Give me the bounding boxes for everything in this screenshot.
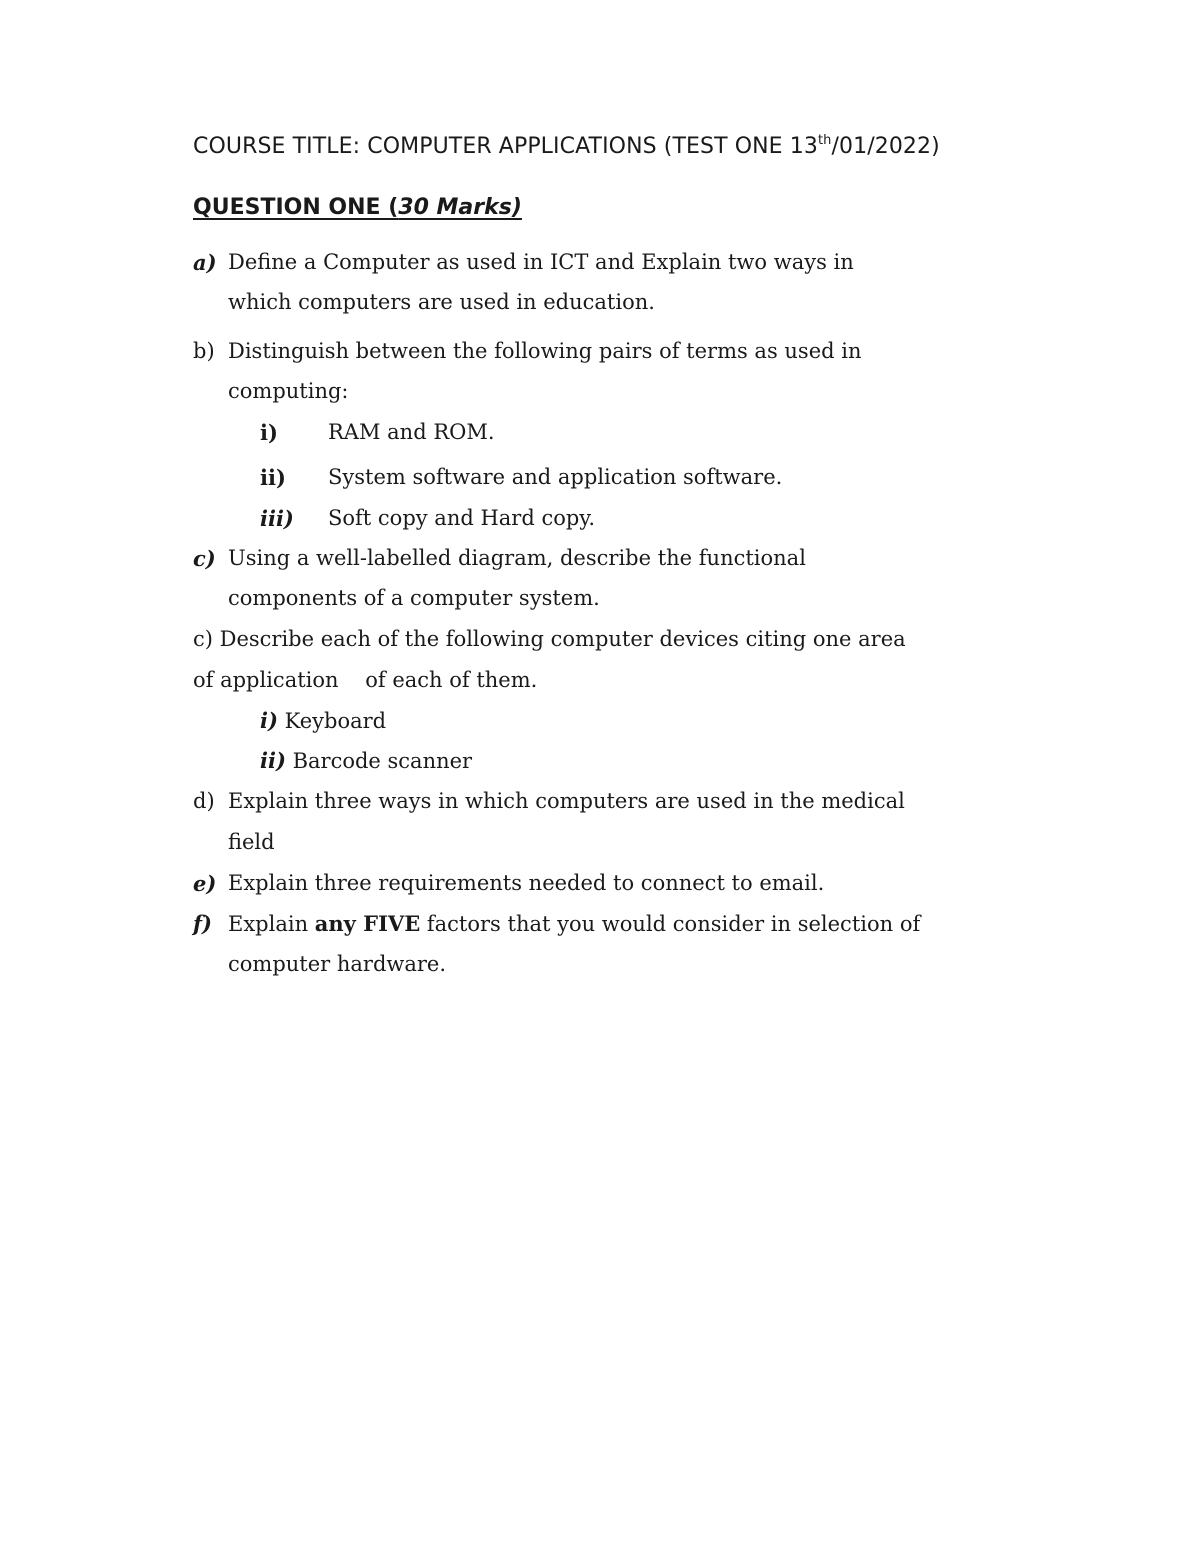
item-c1-line1: Using a well-labelled diagram, describe the functional	[228, 546, 806, 570]
item-a-label: a)	[193, 250, 217, 275]
item-c2-sub1-label: i)	[260, 708, 278, 733]
course-title-date-suffix: /01/2022)	[831, 134, 940, 159]
item-c1-label: c)	[193, 546, 216, 571]
course-title-superscript: th	[817, 133, 832, 148]
item-a-line1: Define a Computer as used in ICT and Explain two ways in	[228, 250, 854, 274]
item-f-line2: computer hardware.	[228, 952, 447, 976]
item-e-line1: Explain three requirements needed to connect to email.	[228, 871, 825, 895]
item-c1-line2: components of a computer system.	[228, 586, 600, 610]
item-c2-sub1-text: Keyboard	[277, 709, 387, 733]
item-f-label: f)	[193, 911, 212, 936]
item-b-line2: computing:	[228, 379, 349, 403]
item-b-sub1-label: i)	[260, 420, 278, 445]
item-b-sub2-label: ii)	[260, 465, 286, 490]
item-b-label: b)	[193, 339, 215, 363]
course-title	[193, 133, 940, 159]
item-b-sub3-text: Soft copy and Hard copy.	[328, 506, 596, 530]
item-f-line1	[228, 913, 920, 935]
question-marks: 30 Marks)	[398, 195, 522, 220]
item-b-sub2-text: System software and application software.	[328, 465, 783, 489]
item-f-line1-bold: any FIVE	[314, 911, 421, 936]
item-f-line1-prefix: Explain	[228, 912, 315, 936]
item-a-line2: which computers are used in education.	[228, 290, 655, 314]
item-c2-sub2	[260, 750, 472, 772]
item-c2-sub2-label: ii)	[260, 748, 286, 773]
item-d-label: d)	[193, 789, 215, 813]
item-b-sub3-label: iii)	[260, 506, 294, 531]
question-heading	[193, 197, 522, 219]
item-b-line1: Distinguish between the following pairs of terms as used in	[228, 339, 862, 363]
item-e-label: e)	[193, 871, 217, 896]
item-d-line1: Explain three ways in which computers are used in the medical	[228, 789, 905, 813]
course-title-text: COURSE TITLE: COMPUTER APPLICATIONS (TEST ONE 13	[193, 134, 818, 159]
question-heading-text: QUESTION ONE (	[193, 195, 399, 220]
item-b-sub1-text: RAM and ROM.	[328, 420, 495, 444]
item-d-line2: field	[228, 830, 275, 854]
item-c2-line2: of application of each of them.	[193, 668, 538, 692]
item-c2-sub1	[260, 710, 386, 732]
item-f-line1-suffix: factors that you would consider in selection of	[420, 912, 921, 936]
item-c2-sub2-text: Barcode scanner	[285, 749, 473, 773]
item-c2-line1: c) Describe each of the following computer devices citing one area	[193, 627, 906, 651]
